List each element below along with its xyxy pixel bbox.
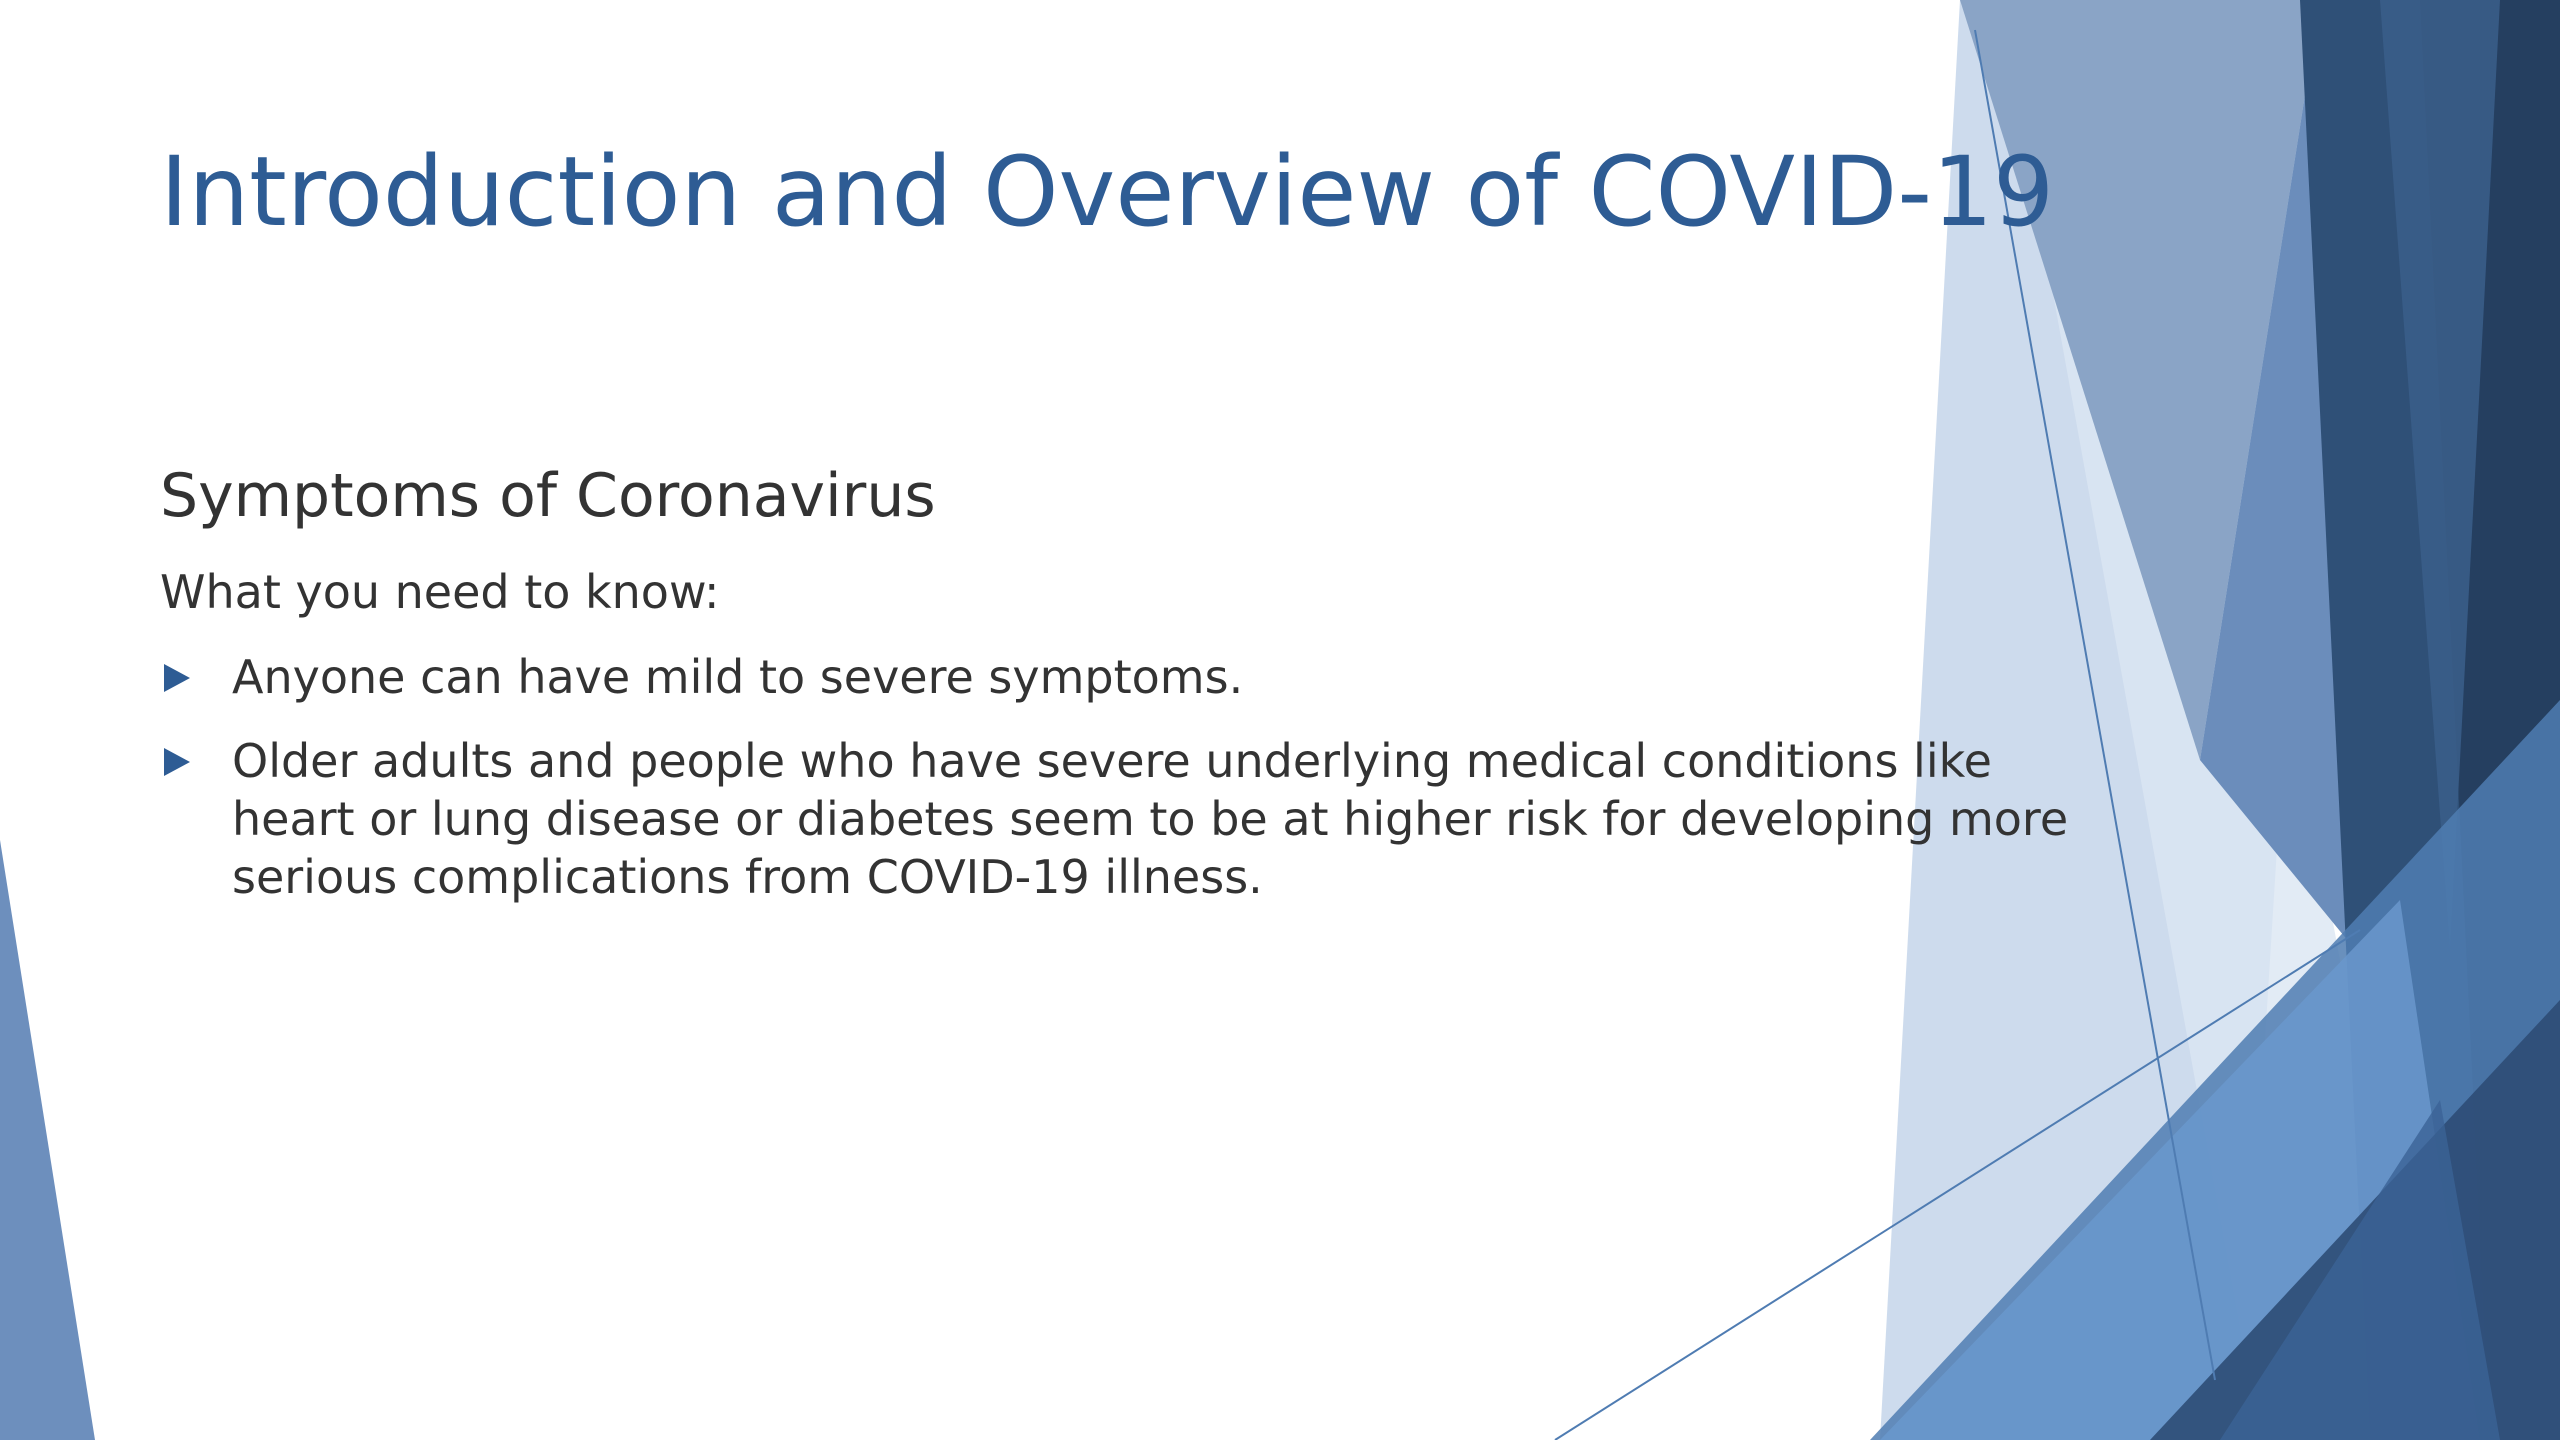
slide-title: Introduction and Overview of COVID-19 [160,136,2055,248]
triangle-right-icon [164,748,190,776]
left-edge-facet [0,840,95,1440]
bullet-item-mild-symptoms [160,648,2080,706]
triangle-right-icon [164,664,190,692]
bullet-list [160,648,2080,906]
slide-content [160,460,2080,932]
section-subheading: Symptoms of Coronavirus [160,461,936,531]
bullet-text: Older adults and people who have severe underlying medical conditions like heart or lung disease or diabetes seem to be at higher risk for developing more serious complications from COVID-19 illness. [232,733,2069,904]
intro-text: What you need to know: [160,565,720,619]
bullet-text: Anyone can have mild to severe symptoms. [232,649,1244,704]
bullet-item-higher-risk [160,732,2080,906]
